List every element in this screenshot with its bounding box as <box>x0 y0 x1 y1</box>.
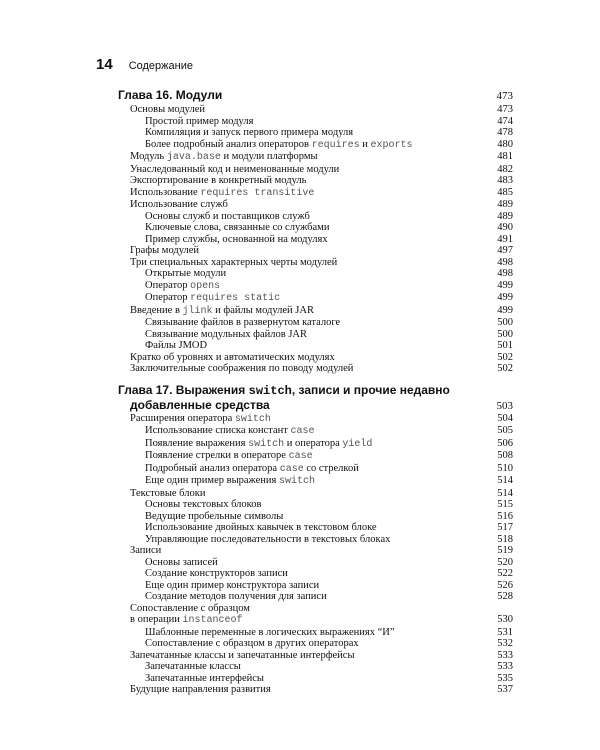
entry-page: 489 <box>497 210 513 222</box>
toc-entry <box>118 650 513 662</box>
toc-entry <box>118 488 513 500</box>
entry-page: 489 <box>497 199 513 210</box>
entry-title: Запечатанные интерфейсы <box>145 672 264 684</box>
toc-entry <box>118 591 513 603</box>
entry-title: Ключевые слова, связанные со службами <box>145 222 330 233</box>
entry-title: Основы модулей <box>130 104 205 115</box>
entry-page: 491 <box>497 233 513 245</box>
chapter-title: Глава 16. Модули <box>118 88 223 102</box>
entry-title: Использование служб <box>130 199 228 210</box>
entry-title: Основы текстовых блоков <box>145 499 262 510</box>
entry-page: 522 <box>497 568 513 579</box>
chapter-16-heading <box>118 88 513 103</box>
toc-entry <box>118 116 513 128</box>
toc-entry <box>118 522 513 534</box>
chapter-page: 503 <box>496 399 513 412</box>
entry-title: Введение в jlink и файлы модулей JAR <box>130 304 314 317</box>
entry-page: 473 <box>497 104 513 115</box>
toc-entry <box>118 234 513 246</box>
entry-title: Открытые модули <box>145 268 227 279</box>
toc-entry <box>118 257 513 269</box>
entry-title: Более подробный анализ операторов requires и exports <box>145 138 413 151</box>
toc-entry <box>118 211 513 223</box>
entry-page: 501 <box>497 340 513 351</box>
entry-page: 537 <box>497 684 513 695</box>
entry-title: Три специальных характерных черты модулей <box>130 256 338 268</box>
toc-entry <box>118 329 513 341</box>
entry-page: 498 <box>497 256 513 268</box>
entry-page: 474 <box>497 115 513 127</box>
entry-title: Создание конструкторов записи <box>145 568 288 579</box>
toc-entry <box>118 463 513 476</box>
entry-title: Файлы JMOD <box>145 340 208 351</box>
entry-title: Создание методов получения для записи <box>145 591 327 602</box>
entry-page: 504 <box>497 412 513 424</box>
entry-page: 505 <box>497 425 513 436</box>
entry-title: Кратко об уровнях и автоматических модулях <box>130 351 335 363</box>
entry-title: Связывание файлов в развернутом каталоге <box>145 317 341 328</box>
entry-page: 490 <box>497 222 513 233</box>
entry-title: Экспортирование в конкретный модуль <box>130 175 307 186</box>
toc-entry <box>118 661 513 673</box>
entry-title: Еще один пример выражения switch <box>145 475 316 487</box>
toc-entry <box>118 151 513 164</box>
toc-entry <box>118 187 513 200</box>
entry-page: 499 <box>497 292 513 303</box>
toc-entry <box>118 199 513 211</box>
toc-entry <box>118 425 513 438</box>
entry-title: Пример службы, основанной на модулях <box>145 233 328 245</box>
entry-page: 515 <box>497 499 513 510</box>
entry-page: 502 <box>497 363 513 374</box>
toc-entry <box>118 127 513 139</box>
chapter-page: 473 <box>496 90 513 102</box>
entry-page: 518 <box>497 533 513 545</box>
entry-title: Появление выражения switch и оператора yield <box>145 437 373 450</box>
entry-title: Сопоставление с образцом в других операторах <box>145 638 359 649</box>
table-of-contents <box>118 88 513 696</box>
entry-page: 485 <box>497 186 513 198</box>
toc-entry <box>118 340 513 352</box>
toc-entry <box>118 352 513 364</box>
entry-title: Еще один пример конструктора записи <box>145 579 320 591</box>
chapter-title-line2: добавленные средства <box>130 397 270 412</box>
toc-entry <box>118 475 513 488</box>
entry-page: 499 <box>497 304 513 316</box>
entry-title: Использование списка констант case <box>145 425 315 437</box>
chapter-title: Глава 17. Выражения switch, записи и прочие недавно <box>118 382 450 398</box>
chapter-17-entries <box>118 413 513 696</box>
entry-title: Основы служб и поставщиков служб <box>145 210 310 222</box>
entry-title: Использование двойных кавычек в текстовом блоке <box>145 522 377 533</box>
entry-page: 483 <box>497 175 513 186</box>
page-number: 14 <box>96 56 113 73</box>
entry-title: Запечатанные классы и запечатанные интерфейсы <box>130 649 355 661</box>
toc-entry <box>118 684 513 696</box>
entry-page: 533 <box>497 661 513 672</box>
entry-page: 502 <box>497 351 513 363</box>
entry-page: 514 <box>497 475 513 486</box>
toc-entry <box>118 222 513 234</box>
toc-entry <box>118 580 513 592</box>
entry-title: Запечатанные классы <box>145 661 241 672</box>
entry-page: 508 <box>497 450 513 461</box>
entry-page: 516 <box>497 510 513 522</box>
entry-page: 497 <box>497 245 513 256</box>
entry-page: 500 <box>497 317 513 328</box>
toc-entry <box>118 175 513 187</box>
entry-page: 530 <box>497 614 513 625</box>
toc-entry <box>118 245 513 257</box>
entry-title: Компиляция и запуск первого примера модуля <box>145 127 354 138</box>
toc-entry <box>118 545 513 557</box>
entry-page: 482 <box>497 163 513 175</box>
entry-title: Сопоставление с образцом <box>130 602 250 614</box>
entry-page: 531 <box>497 626 513 638</box>
entry-title: Связывание модульных файлов JAR <box>145 328 307 340</box>
toc-entry <box>118 164 513 176</box>
entry-page: 498 <box>497 268 513 279</box>
page-header <box>96 56 193 73</box>
toc-entry <box>118 305 513 318</box>
entry-title: Управляющие последовательности в текстовых блоках <box>145 533 391 545</box>
toc-entry <box>118 139 513 152</box>
entry-title: Модуль java.base и модули платформы <box>130 151 318 163</box>
toc-entry <box>118 534 513 546</box>
toc-entry <box>118 450 513 463</box>
entry-page: 528 <box>497 591 513 602</box>
toc-entry <box>118 104 513 116</box>
entry-title: Шаблонные переменные в логических выражениях “И” <box>145 626 395 638</box>
entry-title: Заключительные соображения по поводу модулей <box>130 363 354 374</box>
entry-page: 500 <box>497 328 513 340</box>
toc-entry <box>118 638 513 650</box>
entry-page: 517 <box>497 522 513 533</box>
entry-page: 514 <box>497 487 513 499</box>
toc-entry <box>118 292 513 305</box>
toc-entry <box>118 673 513 685</box>
entry-page: 478 <box>497 127 513 138</box>
entry-title: Появление стрелки в операторе case <box>145 450 313 462</box>
chapter-16-entries <box>118 104 513 375</box>
toc-entry <box>118 363 513 375</box>
toc-entry <box>118 438 513 451</box>
entry-page: 510 <box>497 462 513 474</box>
entry-page: 535 <box>497 672 513 684</box>
entry-title: Оператор requires static <box>145 292 281 304</box>
entry-title: Подробный анализ оператора case со стрелкой <box>145 462 359 475</box>
toc-entry <box>118 268 513 280</box>
entry-page: 480 <box>497 138 513 150</box>
running-head: Содержание <box>128 60 193 72</box>
toc-entry <box>118 280 513 293</box>
entry-title: Текстовые блоки <box>130 487 206 499</box>
toc-entry <box>118 557 513 569</box>
toc-entry <box>118 511 513 523</box>
toc-entry <box>118 499 513 511</box>
chapter-17-heading <box>118 383 513 413</box>
entry-page: 520 <box>497 556 513 568</box>
entry-page: 499 <box>497 279 513 291</box>
toc-entry <box>118 603 513 615</box>
entry-page: 532 <box>497 638 513 649</box>
toc-entry <box>118 614 513 627</box>
entry-title: Использование requires transitive <box>130 186 315 199</box>
entry-title: Основы записей <box>145 556 218 568</box>
entry-page: 533 <box>497 649 513 661</box>
entry-title: Будущие направления развития <box>130 684 271 695</box>
toc-entry <box>118 413 513 426</box>
toc-entry <box>118 317 513 329</box>
entry-page: 481 <box>497 151 513 162</box>
entry-title: в операции instanceof <box>130 614 243 626</box>
entry-title: Унаследованный код и неименованные модули <box>130 163 340 175</box>
entry-title: Простой пример модуля <box>145 115 254 127</box>
entry-title: Графы модулей <box>130 245 200 256</box>
entry-title: Оператор opens <box>145 279 221 292</box>
entry-title: Записи <box>130 545 162 556</box>
entry-page: 506 <box>497 437 513 449</box>
toc-entry <box>118 568 513 580</box>
entry-page: 519 <box>497 545 513 556</box>
entry-title: Расширения оператора switch <box>130 412 271 425</box>
entry-title: Ведущие пробельные символы <box>145 510 284 522</box>
toc-entry <box>118 627 513 639</box>
entry-page: 526 <box>497 579 513 591</box>
